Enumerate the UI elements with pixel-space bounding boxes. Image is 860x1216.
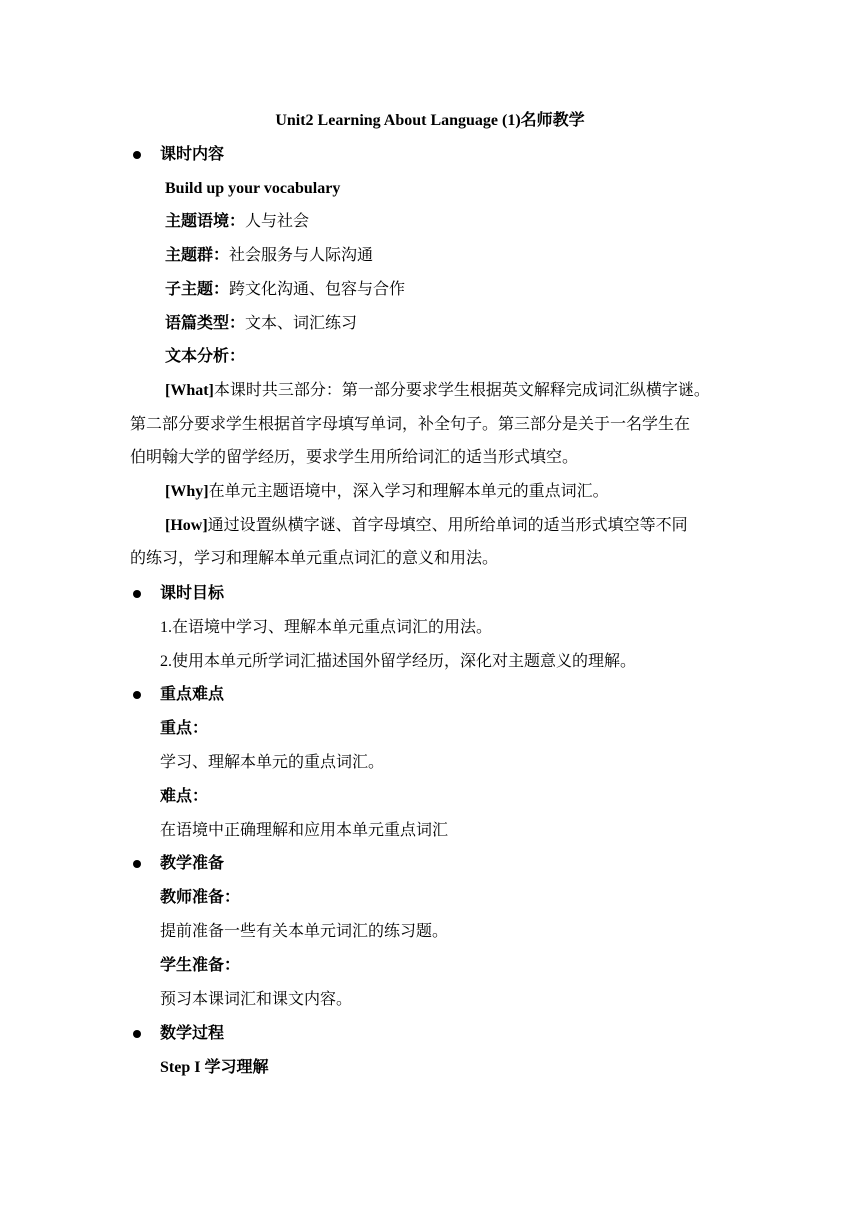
why-text: 在单元主题语境中，深入学习和理解本单元的重点词汇。	[208, 483, 609, 500]
difficulty-label: 难点：	[160, 788, 209, 805]
teacher-prep-label: 教师准备：	[160, 889, 241, 906]
theme-context-line	[165, 211, 309, 233]
goal-2: 2.使用本单元所学词汇描述国外留学经历，深化对主题意义的理解。	[160, 653, 637, 670]
section-heading-preparation: 教学准备	[160, 855, 225, 872]
theme-context-label: 主题语境：	[165, 213, 246, 230]
what-paragraph-line1	[165, 380, 710, 402]
sub-theme-value: 跨文化沟通、包容与合作	[229, 281, 406, 298]
what-label: [What]	[165, 382, 214, 399]
text-analysis-label: 文本分析：	[165, 348, 246, 365]
bullet-icon	[133, 860, 141, 868]
section-heading-lesson-goals: 课时目标	[160, 585, 225, 602]
lesson-subtitle: Build up your vocabulary	[165, 180, 341, 197]
difficulty-text: 在语境中正确理解和应用本单元重点词汇	[160, 822, 449, 839]
text-type-value: 文本、词汇练习	[245, 315, 358, 332]
how-label: [How]	[165, 517, 208, 534]
theme-group-value: 社会服务与人际沟通	[229, 247, 374, 264]
student-prep-text: 预习本课词汇和课文内容。	[160, 991, 353, 1008]
why-label: [Why]	[165, 483, 209, 500]
theme-group-label: 主题群：	[165, 247, 230, 264]
section-heading-key-points: 重点难点	[160, 686, 225, 703]
what-text-1: 本课时共三部分：第一部分要求学生根据英文解释完成词汇纵横字谜。	[213, 382, 710, 399]
theme-group-line	[165, 245, 373, 267]
text-type-label: 语篇类型：	[165, 315, 246, 332]
bullet-icon	[133, 1030, 141, 1038]
what-text-2: 第二部分要求学生根据首字母填写单词，补全句子。第三部分是关于一名学生在	[130, 416, 691, 433]
what-text-3: 伯明翰大学的留学经历，要求学生用所给词汇的适当形式填空。	[130, 449, 579, 466]
student-prep-label: 学生准备：	[160, 957, 241, 974]
how-text-2: 的练习，学习和理解本单元重点词汇的意义和用法。	[130, 550, 499, 567]
step-1-heading: Step I 学习理解	[160, 1059, 269, 1076]
goal-1: 1.在语境中学习、理解本单元重点词汇的用法。	[160, 619, 493, 636]
how-paragraph-line1	[165, 515, 688, 537]
bullet-icon	[133, 590, 141, 598]
sub-theme-label: 子主题：	[165, 281, 230, 298]
sub-theme-line	[165, 279, 405, 301]
bullet-icon	[133, 691, 141, 699]
key-point-text: 学习、理解本单元的重点词汇。	[160, 754, 385, 771]
section-heading-lesson-content: 课时内容	[160, 146, 225, 163]
document-title: Unit2 Learning About Language (1)名师教学	[275, 112, 585, 129]
how-text-1: 通过设置纵横字谜、首字母填空、用所给单词的适当形式填空等不同	[207, 517, 688, 534]
teacher-prep-text: 提前准备一些有关本单元词汇的练习题。	[160, 923, 449, 940]
why-paragraph	[165, 481, 609, 503]
section-heading-process: 数学过程	[160, 1025, 225, 1042]
key-point-label: 重点：	[160, 720, 209, 737]
theme-context-value: 人与社会	[245, 213, 310, 230]
bullet-icon	[133, 151, 141, 159]
text-type-line	[165, 313, 357, 335]
